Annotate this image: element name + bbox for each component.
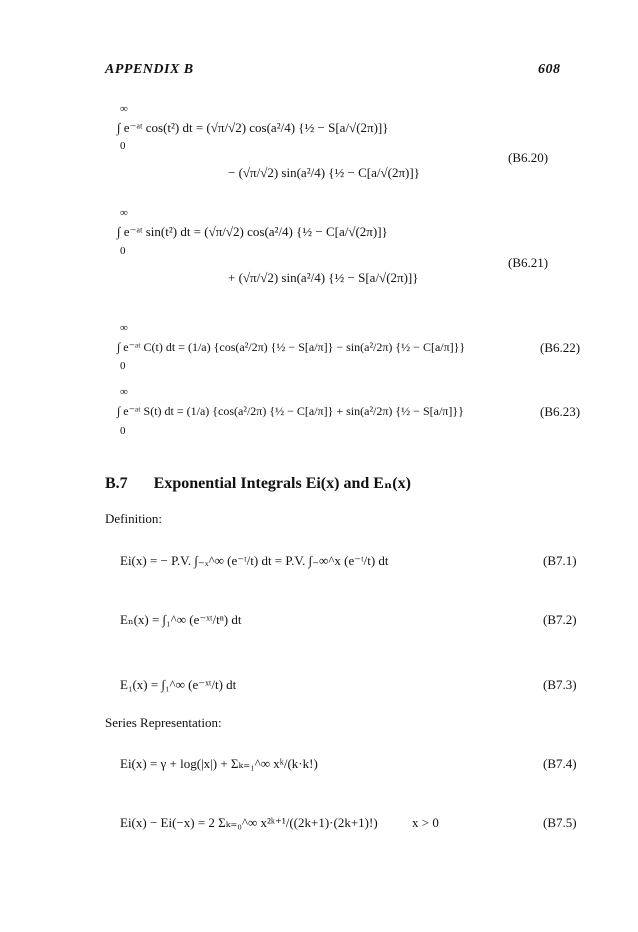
equation-line: ∫ e⁻ᵃᵗ sin(t²) dt = (√π/√2) cos(a²/4) {½ − C[a/√(2π)]}	[117, 224, 388, 239]
integral-lower-limit: 0	[120, 245, 126, 257]
equation-line: ∫ e⁻ᵃᵗ S(t) dt = (1/a) {cos(a²/2π) {½ − C[a/π]} + sin(a²/2π) {½ − S[a/π]}}	[117, 404, 464, 418]
definition-label: Definition:	[105, 511, 163, 526]
series-representation-label: Series Representation:	[105, 715, 222, 730]
equation-number: (B6.20)	[508, 150, 549, 165]
integral-upper-limit: ∞	[120, 103, 128, 115]
integral-upper-limit: ∞	[120, 322, 128, 334]
section-title: Exponential Integrals Ei(x) and Eₙ(x)	[153, 475, 411, 492]
equation-line: Ei(x) − Ei(−x) = 2 Σₖ₌₀^∞ x²ᵏ⁺¹/((2k+1)·(2k+1)!)	[120, 815, 378, 830]
equation-line-continued: − (√π/√2) sin(a²/4) {½ − C[a/√(2π)]}	[228, 165, 420, 180]
equation-number: (B7.2)	[543, 612, 577, 627]
equation-number: (B6.23)	[540, 404, 581, 419]
integral-lower-limit: 0	[120, 425, 126, 437]
equation-line: Eₙ(x) = ∫₁^∞ (e⁻ˣᵗ/tⁿ) dt	[120, 612, 242, 627]
section-heading	[105, 473, 411, 493]
running-header-title: APPENDIX B	[105, 62, 194, 77]
integral-lower-limit: 0	[120, 140, 126, 152]
integral-upper-limit: ∞	[120, 386, 128, 398]
equation-number: (B7.4)	[543, 756, 577, 771]
integral-lower-limit: 0	[120, 360, 126, 372]
equation-line-continued: + (√π/√2) sin(a²/4) {½ − S[a/√(2π)]}	[228, 270, 419, 285]
equation-condition: x > 0	[412, 815, 439, 830]
equation-number: (B7.3)	[543, 677, 577, 692]
equation-line: ∫ e⁻ᵃᵗ C(t) dt = (1/a) {cos(a²/2π) {½ − S[a/π]} − sin(a²/2π) {½ − C[a/π]}}	[117, 340, 466, 354]
equation-number: (B7.5)	[543, 815, 577, 830]
equation-number: (B6.22)	[540, 340, 581, 355]
equation-line: Ei(x) = γ + log(|x|) + Σₖ₌₁^∞ xᵏ/(k·k!)	[120, 756, 318, 771]
integral-upper-limit: ∞	[120, 207, 128, 219]
equation-number: (B6.21)	[508, 255, 549, 270]
equation-line: Ei(x) = − P.V. ∫₋ₓ^∞ (e⁻ᵗ/t) dt = P.V. ∫₋∞^x (e⁻ᵗ/t) dt	[120, 553, 389, 568]
equation-line: E₁(x) = ∫₁^∞ (e⁻ˣᵗ/t) dt	[120, 677, 237, 692]
page-number: 608	[538, 62, 561, 77]
section-number: B.7	[105, 475, 128, 492]
equation-line: ∫ e⁻ᵃᵗ cos(t²) dt = (√π/√2) cos(a²/4) {½ − S[a/√(2π)]}	[117, 120, 389, 135]
equation-number: (B7.1)	[543, 553, 577, 568]
